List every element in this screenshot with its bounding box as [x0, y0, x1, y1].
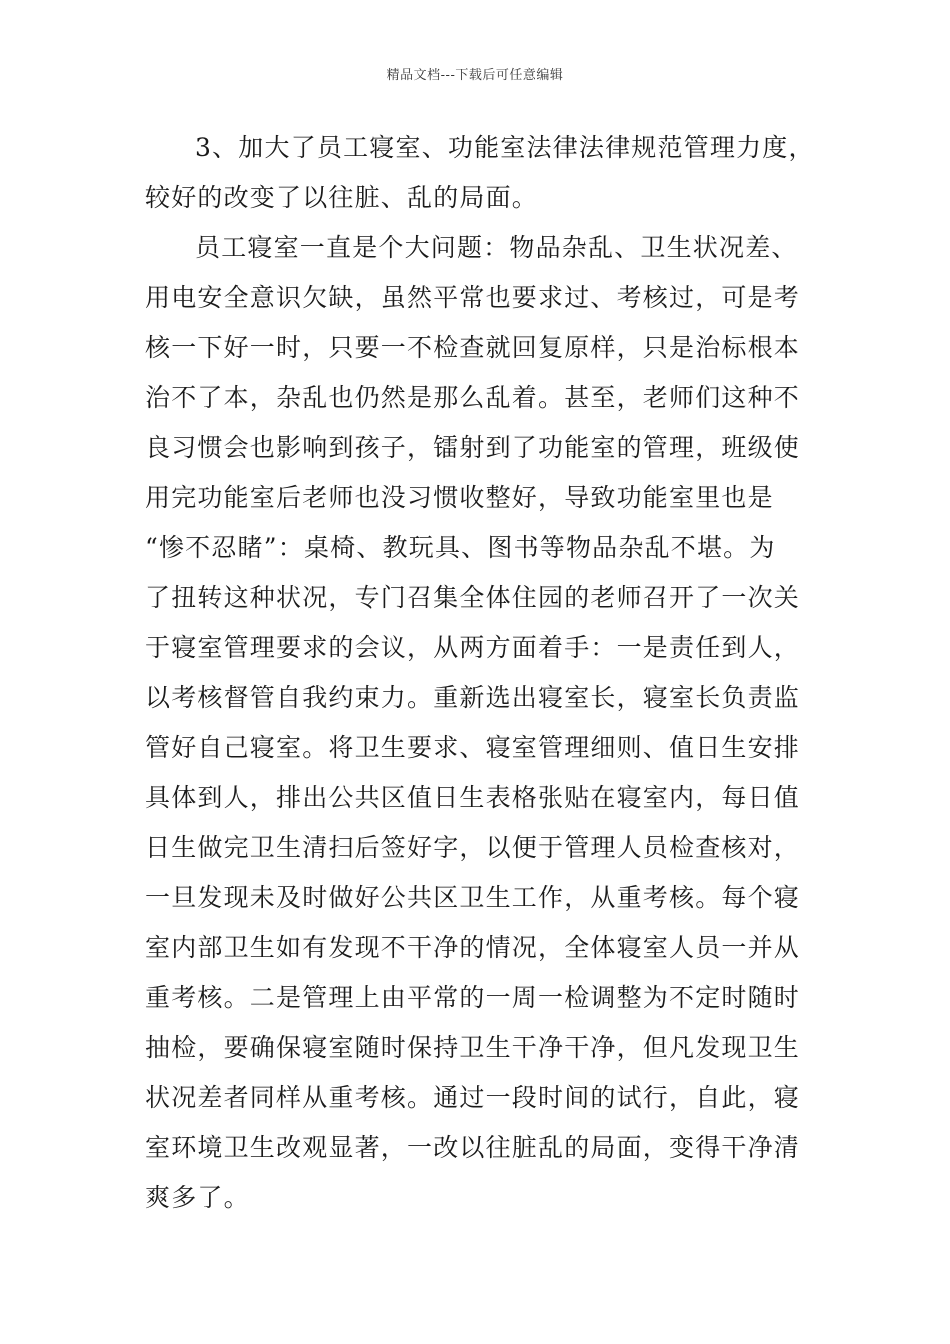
paragraph-line: 核一下好一时，只要一不检查就回复原样，只是治标根本	[145, 333, 801, 362]
paragraph-line: 室内部卫生如有发现不干净的情况，全体寝室人员一并从	[145, 933, 801, 962]
paragraph-line: 良习惯会也影响到孩子，镭射到了功能室的管理，班级使	[145, 433, 801, 462]
paragraph-line: 用完功能室后老师也没习惯收整好，导致功能室里也是	[145, 483, 774, 512]
paragraph-line: 了扭转这种状况，专门召集全体住园的老师召开了一次关	[145, 583, 801, 612]
paragraph-line: 于寝室管理要求的会议，从两方面着手：一是责任到人，	[145, 633, 801, 662]
paragraph-line: 管好自己寝室。将卫生要求、寝室管理细则、值日生安排	[145, 733, 801, 762]
page-header: 精品文档---下载后可任意编辑	[386, 68, 564, 83]
paragraph-line: 员工寝室一直是个大问题：物品杂乱、卫生状况差、	[195, 233, 798, 262]
paragraph-line: 室环境卫生改观显著，一改以往脏乱的局面，变得干净清	[145, 1133, 801, 1162]
paragraph-line: 爽多了。	[145, 1183, 250, 1212]
paragraph-line: 以考核督管自我约束力。重新选出寝室长，寝室长负责监	[145, 683, 801, 712]
paragraph-line: 状况差者同样从重考核。通过一段时间的试行，自此，寝	[145, 1083, 801, 1112]
paragraph-line: 抽检，要确保寝室随时保持卫生干净干净，但凡发现卫生	[145, 1033, 801, 1062]
paragraph-line: 重考核。二是管理上由平常的一周一检调整为不定时随时	[145, 983, 801, 1012]
paragraph-line: 用电安全意识欠缺，虽然平常也要求过、考核过，可是考	[145, 283, 801, 312]
paragraph-line: 日生做完卫生清扫后签好字，以便于管理人员检查核对，	[145, 833, 801, 862]
paragraph-line: 3、加大了员工寝室、功能室法律法律规范管理力度，	[195, 133, 815, 162]
paragraph-line: “惨不忍睹”：桌椅、教玩具、图书等物品杂乱不堪。为	[145, 533, 776, 562]
paragraph-line: 具体到人，排出公共区值日生表格张贴在寝室内，每日值	[145, 783, 801, 812]
paragraph-line: 治不了本，杂乱也仍然是那么乱着。甚至，老师们这种不	[145, 383, 801, 412]
paragraph-line: 一旦发现未及时做好公共区卫生工作，从重考核。每个寝	[145, 883, 801, 912]
paragraph-line: 较好的改变了以往脏、乱的局面。	[145, 183, 539, 212]
